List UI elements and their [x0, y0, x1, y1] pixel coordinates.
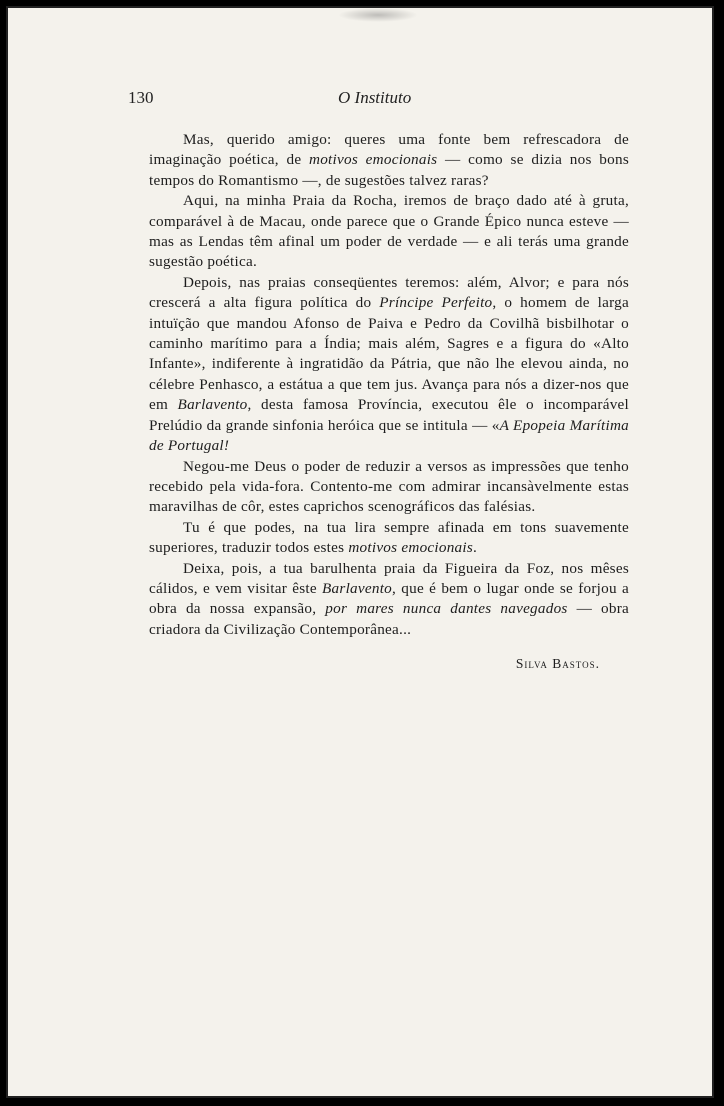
page-header [128, 88, 638, 112]
running-title: O Instituto [338, 88, 412, 107]
paragraph-6-text-2: , que é bem o lugar onde se forjou a obra da nossa expansão, [149, 579, 629, 618]
paragraph-3-emphasis-3: A Epopeia Marítima de Portugal! [149, 416, 630, 455]
paragraph-6-text: Deixa, pois, a tua barulhenta praia da Figueira da Foz, nos mêses cálidos, e vem visitar êste [149, 559, 629, 597]
paragraph-6-emphasis-2: por mares nunca dantes navegados [325, 600, 568, 618]
paragraph-3 [149, 273, 629, 457]
paragraph-1-emphasis: motivos emocionais [309, 151, 438, 169]
letter-body [149, 130, 629, 640]
paragraph-1 [149, 130, 629, 191]
paragraph-3-text-2: , o homem de larga intuïção que mandou Afonso de Paiva e Pedro da Covilhã bisbilhotar o caminho marítimo para a Índia; mais além, Sagres e a figura do «Alto Infante», indiferente à ingratidão da Pátria, que não lhe elevou ainda, no célebre Penhasco, a estátua a que tem jus. Avança para nós a dizer-nos que em [149, 294, 630, 414]
paragraph-6-emphasis-1: Barlavento [322, 579, 393, 597]
paragraph-2 [149, 191, 629, 273]
signature: Silva Bastos. [515, 656, 600, 671]
paragraph-2-text: Aqui, na minha Praia da Rocha, iremos de braço dado até à gruta, comparável à de Macau, onde parece que o Grande Épico nunca esteve — mas as Lendas têm afinal um poder de verdade — e ali terás uma grande sugestão poética. [149, 192, 629, 271]
paragraph-6-text-3: — obra criadora da Civilização Contemporânea... [149, 600, 629, 638]
paragraph-5 [149, 518, 629, 559]
paragraph-3-text-3: , desta famosa Província, executou êle o incomparável Prelúdio da grande sinfonia heróica que se intitula — « [149, 396, 630, 434]
paragraph-1-text-end: — como se dizia nos bons tempos do Romantismo —, de sugestões talvez raras? [149, 151, 630, 189]
paragraph-3-emphasis-1: Príncipe Perfeito [379, 294, 493, 312]
paragraph-1-text: Mas, querido amigo: queres uma fonte bem refrescadora de imaginação poética, de [149, 131, 629, 169]
page-number: 130 [128, 88, 154, 107]
paragraph-5-emphasis: motivos emocionais [348, 539, 474, 557]
paragraph-4 [149, 457, 629, 518]
document-page [6, 6, 714, 1098]
paragraph-5-text: Tu é que podes, na tua lira sempre afinada em tons suavemente superiores, traduzir todos estes [149, 518, 629, 557]
paragraph-4-text: Negou-me Deus o poder de reduzir a versos as impressões que tenho recebido pela vida-fora. Contento-me com admirar incansàvelmente estas maravilhas de côr, estes caprichos scenográficos das falésias. [149, 457, 629, 516]
paragraph-3-emphasis-2: Barlavento [177, 396, 248, 414]
paragraph-6 [149, 559, 629, 641]
scan-smudge [338, 8, 418, 22]
paragraph-3-text: Depois, nas praias conseqüentes teremos: além, Alvor; e para nós crescerá a alta figura política do [149, 273, 629, 312]
paragraph-5-text-end: . [473, 539, 478, 557]
